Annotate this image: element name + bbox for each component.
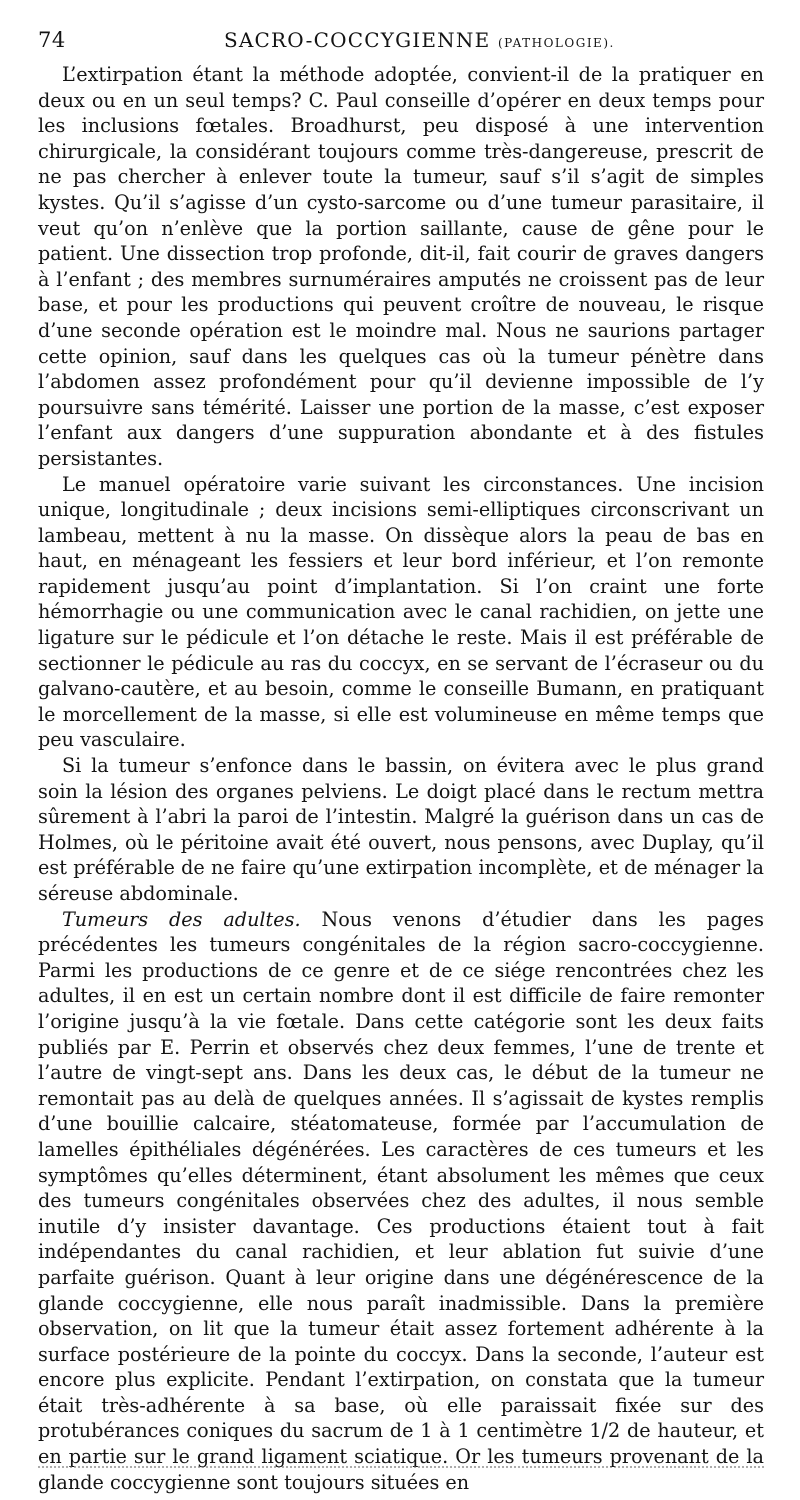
- paragraph-adult-tumors-text: Nous venons d’étudier dans les pages précédentes les tumeurs congénitales de la région sacro-coccygienne. Parmi les productions de ce genre et de ce siége rencontrées chez les adultes, il en est un certain nombre dont il est difficile de faire remonter l’origine jusqu’à la vie fœtale. Dans cette catégorie sont les deux faits publiés par E. Perrin et observés chez deux femmes, l’une de trente et l’autre de vingt-sept ans. Dans les deux cas, le début de la tumeur ne remontait pas au delà de quelques années. Il s’agissait de kystes remplis d’une bouillie calcaire, stéatomateuse, formée par l’accumulation de lamelles épithéliales dégénérées. Les caractères de ces tumeurs et les symptômes qu’elles déterminent, étant absolument les mêmes que ceux des tumeurs congénitales observées chez des adultes, il nous semble inutile d’y insister davantage. Ces productions étaient tout à fait indépendantes du canal rachidien, et leur ablation fut suivie d’une parfaite guérison. Quant à leur origine dans une dégénérescence de la glande coccygienne, elle nous paraît inadmissible. Dans la première observation, on lit que la tumeur était assez fortement adhérente à la surface postérieure de la pointe du coccyx. Dans la seconde, l’auteur est encore plus explicite. Pendant l’extirpation, on constata que la tumeur était très-adhérente à sa base, où elle paraissait fixée sur des protubérances coniques du sacrum de 1 à 1 centimètre 1/2 de hauteur, et en partie sur le grand ligament sciatique. Or les tumeurs provenant de la glande coccygienne sont toujours situées en: [38, 907, 764, 1494]
- running-title-section: (PATHOLOGIE).: [497, 36, 615, 50]
- book-page: [38, 28, 764, 1495]
- scan-noise-divider: [38, 1466, 764, 1472]
- paragraph-operative-manual: Le manuel opératoire varie suivant les circonstances. Une incision unique, longitudinale ; deux incisions semi-elliptiques circonscrivant un lambeau, mettent à nu la masse. On dissèque alors la peau de bas en haut, en ménageant les fessiers et leur bord inférieur, et l’on remonte rapidement jusqu’au point d’implantation. Si l’on craint une forte hémorrhagie ou une communication avec le canal rachidien, on jette une ligature sur le pédicule et l’on détache le reste. Mais il est préférable de sectionner le pédicule au ras du coccyx, en se servant de l’écraseur ou du galvano-cautère, et au besoin, comme le conseille Bumann, en pratiquant le morcellement de la masse, si elle est volumineuse en même temps que peu vasculaire.: [38, 472, 764, 752]
- paragraph-extirpation: L’extirpation étant la méthode adoptée, convient-il de la pratiquer en deux ou en un seul temps? C. Paul conseille d’opérer en deux temps pour les inclusions fœtales. Broadhurst, peu disposé à une intervention chirurgicale, la considérant toujours comme très-dangereuse, prescrit de ne pas chercher à enlever toute la tumeur, sauf s’il s’agit de simples kystes. Qu’il s’agisse d’un cysto-sarcome ou d’une tumeur parasitaire, il veut qu’on n’enlève que la portion saillante, cause de gêne pour le patient. Une dissection trop profonde, dit-il, fait courir de graves dangers à l’enfant ; des membres surnuméraires amputés ne croissent pas de leur base, et pour les productions qui peuvent croître de nouveau, le risque d’une seconde opération est le moindre mal. Nous ne saurions partager cette opinion, sauf dans les quelques cas où la tumeur pénètre dans l’abdomen assez profondément pour qu’il devienne impossible de l’y poursuivre sans témérité. Laisser une portion de la masse, c’est exposer l’enfant aux dangers d’une suppuration abondante et à des fistules persistantes.: [38, 63, 764, 470]
- paragraph-pelvic-extension: Si la tumeur s’enfonce dans le bassin, on évitera avec le plus grand soin la lésion des organes pelviens. Le doigt placé dans le rectum mettra sûrement à l’abri la paroi de l’intestin. Malgré la guérison dans un cas de Holmes, où le péritoine avait été ouvert, nous pensons, avec Duplay, qu’il est préférable de ne faire qu’une extirpation incomplète, et de ménager la séreuse abdominale.: [38, 754, 764, 905]
- running-title-main: SACRO-COCCYGIENNE: [224, 28, 491, 52]
- page-header: [38, 28, 764, 58]
- section-lead-adult-tumors: Tumeurs des adultes.: [62, 907, 301, 931]
- paragraph-adult-tumors: [38, 907, 764, 1496]
- running-title: [224, 28, 615, 52]
- page-number: 74: [38, 28, 66, 52]
- body-text: [38, 62, 764, 1495]
